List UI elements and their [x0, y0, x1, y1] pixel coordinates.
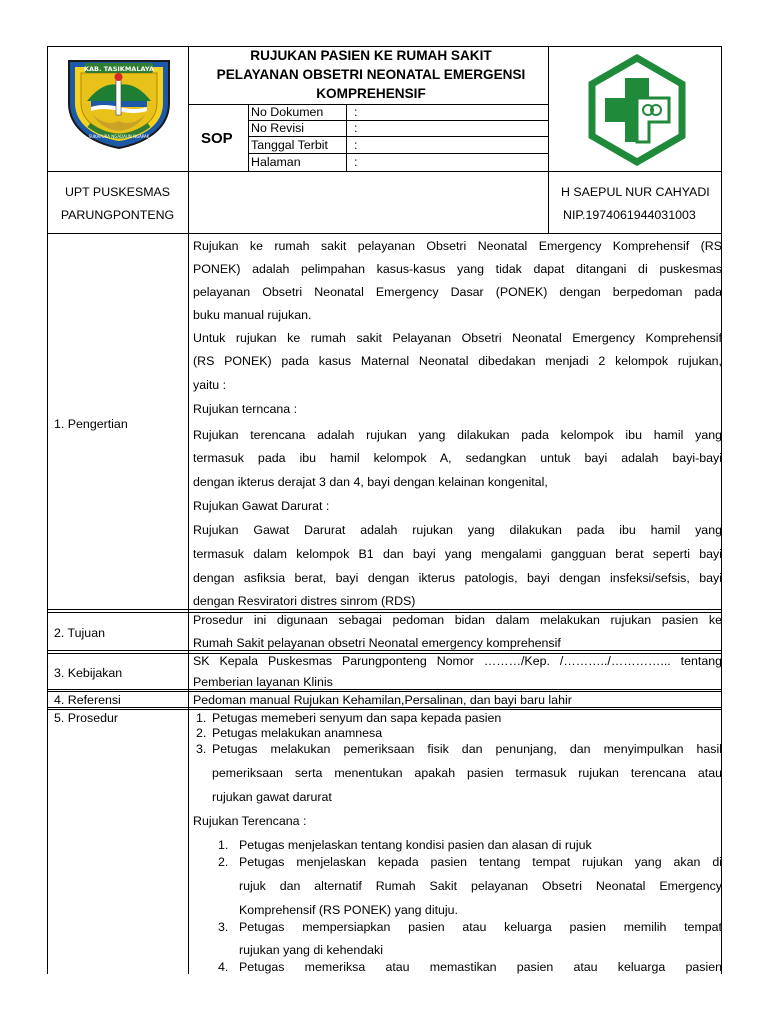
field-sep: : — [354, 105, 358, 119]
rujukan-terencana-heading: Rujukan Terencana : — [193, 814, 307, 828]
step-number: 2. — [196, 726, 207, 740]
step-number: 3. — [196, 742, 207, 756]
pengertian-line: dengan Resviratori distres sinrom (RDS) — [193, 594, 416, 608]
sub-procedure-step: Komprehensif (RS PONEK) yang dituju. — [239, 903, 458, 917]
puskesmas-logo-icon — [581, 54, 693, 166]
pengertian-line: Rujukan Gawat Darurat : — [193, 499, 330, 513]
kebijakan-line: Pemberian layanan Klinis — [193, 675, 333, 689]
pengertian-line: buku manual rujukan. — [193, 308, 312, 322]
section-label-pengertian: 1. Pengertian — [54, 417, 128, 431]
pengertian-line: Rujukan Gawat Darurat adalah rujukan yang dilakukan pada ibu hamil yang — [193, 523, 722, 537]
sub-procedure-step: Petugas mempersiapkan pasien atau keluarga pasien memilih tempat — [239, 920, 722, 934]
pengertian-line: dengan ikterus derajat 3 dan 4, bayi dengan kelainan kongenital, — [193, 475, 548, 489]
kab-tasikmalaya-logo-icon — [63, 55, 175, 151]
svg-text:SUKAPURA NGADAUN NGAPAK: SUKAPURA NGADAUN NGAPAK — [88, 134, 150, 139]
pengertian-line: termasuk dalam kelompok B1 dan bayi yang mengalami gangguan berat seperti bayi — [193, 547, 722, 561]
signatory-nip: NIP.1974061944031003 — [563, 208, 696, 222]
sop-label: SOP — [201, 130, 233, 147]
section-label-referensi: 4. Referensi — [54, 693, 121, 707]
sub-procedure-step: Petugas menjelaskan tentang kondisi pasien dan alasan di rujuk — [239, 838, 592, 852]
pengertian-line: Rujukan terencana adalah rujukan yang dilakukan pada kelompok ibu hamil yang — [193, 428, 722, 442]
pengertian-line: pelayanan Obsetri Neonatal Emergency Dasar (PONEK) dengan berpedoman pada — [193, 285, 722, 299]
procedure-step: Petugas melakukan pemeriksaan fisik dan penunjang, dan menyimpulkan hasil — [212, 742, 722, 756]
kebijakan-line: SK Kepala Puskesmas Parungponteng Nomor ………/Kep. /………../…………... tentang — [193, 654, 722, 668]
procedure-step: Petugas memeberi senyum dan sapa kepada pasien — [212, 711, 502, 725]
step-number: 3. — [218, 920, 229, 934]
org-name-line-1: UPT PUSKESMAS — [64, 185, 171, 199]
section-label-prosedur: 5. Prosedur — [54, 711, 119, 725]
org-name-line-2: PARUNGPONTENG — [60, 208, 175, 222]
field-label-tanggal-terbit: Tanggal Terbit — [251, 138, 328, 152]
step-number: 1. — [196, 711, 207, 725]
signatory-name: H SAEPUL NUR CAHYADI — [561, 185, 710, 199]
svg-text:KAB. TASIKMALAYA: KAB. TASIKMALAYA — [83, 65, 155, 73]
pengertian-line: (RS PONEK) pada kasus Maternal Neonatal dibedakan menjadi 2 kelompok rujukan, — [193, 354, 722, 368]
sub-procedure-step: Petugas memeriksa atau memastikan pasien atau keluarga pasien — [239, 960, 722, 974]
document-title-line-3: KOMPREHENSIF — [316, 86, 426, 101]
referensi-text: Pedoman manual Rujukan Kehamilan,Persalinan, dan bayi baru lahir — [193, 693, 572, 707]
field-sep: : — [354, 121, 358, 135]
field-label-no-dokumen: No Dokumen — [251, 105, 324, 119]
step-number: 4. — [218, 960, 229, 974]
pengertian-line: Rujukan terncana : — [193, 402, 298, 416]
pengertian-line: PONEK) adalah pelimpahan kasus-kasus yang tidak dapat ditangani di puskesmas — [193, 262, 722, 276]
sub-procedure-step: rujukan yang di kehendaki — [239, 943, 383, 957]
sub-procedure-step: rujuk dan alternatif Rumah Sakit pelayanan Obsetri Neonatal Emergency — [239, 879, 722, 893]
field-label-halaman: Halaman — [251, 155, 301, 169]
step-number: 2. — [218, 855, 229, 869]
document-title-line-2: PELAYANAN OBSETRI NEONATAL EMERGENSI — [216, 67, 526, 82]
section-label-tujuan: 2. Tujuan — [54, 626, 105, 640]
sub-procedure-step: Petugas menjelaskan kepada pasien tentang tempat rujukan yang akan di — [239, 855, 722, 869]
field-sep: : — [354, 138, 358, 152]
field-sep: : — [354, 155, 358, 169]
pengertian-line: dengan asfiksia berat, bayi dengan ikterus patologis, bayi dengan insfeksi/sefsis, bayi — [193, 571, 722, 585]
field-label-no-revisi: No Revisi — [251, 121, 305, 135]
procedure-step: Petugas melakukan anamnesa — [212, 726, 383, 740]
tujuan-line: Rumah Sakit pelayanan obsetri Neonatal emergency komprehensif — [193, 636, 561, 650]
pengertian-line: termasuk pada ibu hamil kelompok A, sedangkan untuk bayi adalah bayi-bayi — [193, 451, 722, 465]
pengertian-line: yaitu : — [193, 378, 227, 392]
procedure-step: rujukan gawat darurat — [212, 790, 332, 804]
pengertian-line: Untuk rujukan ke rumah sakit Pelayanan Obsetri Neonatal Emergency Komprehensif — [193, 331, 722, 345]
procedure-step: pemeriksaan serta menentukan apakah pasien termasuk rujukan terencana atau — [212, 766, 722, 780]
tujuan-line: Prosedur ini digunaan sebagai pedoman bidan dalam melakukan rujukan pasien ke — [193, 613, 722, 627]
document-title-line-1: RUJUKAN PASIEN KE RUMAH SAKIT — [250, 48, 492, 63]
step-number: 1. — [218, 838, 229, 852]
section-label-kebijakan: 3. Kebijakan — [54, 666, 123, 680]
pengertian-line: Rujukan ke rumah sakit pelayanan Obsetri Neonatal Emergency Komprehensif (RS — [193, 239, 722, 253]
